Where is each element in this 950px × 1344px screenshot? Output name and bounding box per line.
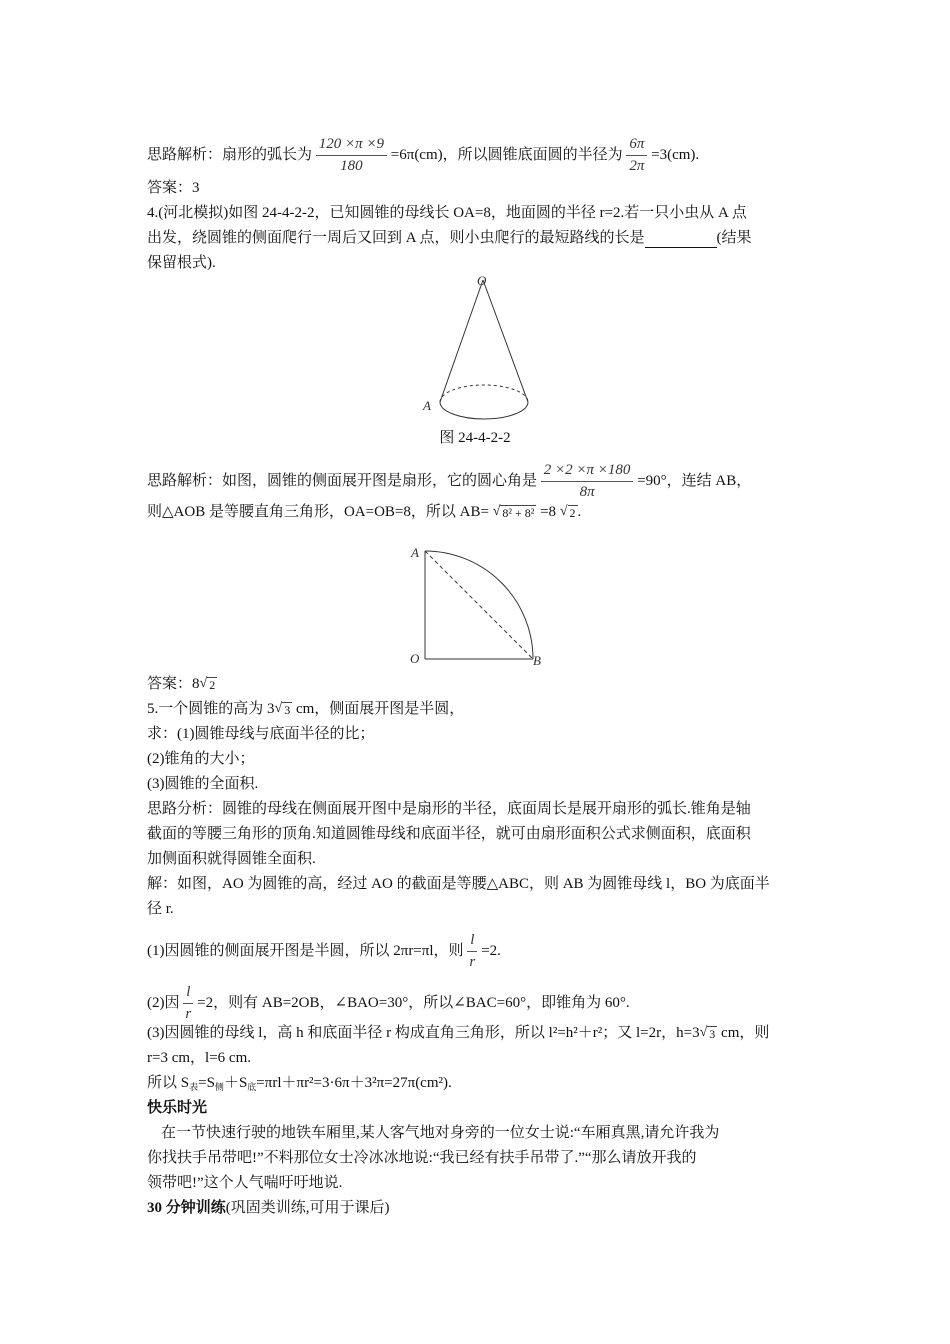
solution-line-3: 则△AOB 是等腰直角三角形，OA=OB=8，所以 AB= √ 8² + 8² =8 √ 2 . [147,504,582,521]
cone-left-edge [440,280,483,402]
problem-5-q1: 求：(1)圆锥母线与底面半径的比； [147,726,375,742]
fraction-l-over-r: $\frac{l}{r}$ [183,984,193,1023]
problem-4-line-1: 4.(河北模拟)如图 24-4-2-2，已知圆锥的母线长 OA=8，地面圆的半径 r=2.若一只小虫从 A 点 [147,205,747,221]
sqrt-expression: √ 8² + 8² [492,504,535,521]
sqrt-two: √ 2 [199,676,216,693]
sqrt-three: √ 3 [274,701,291,718]
joke-line-1: 在一节快速行驶的地铁车厢里,某人客气地对身旁的一位女士说:“车厢真黑,请允许我为 [161,1125,720,1141]
cone-base-front [440,402,528,419]
cone-base-back [440,385,528,402]
sqrt-three: √ 3 [699,1025,716,1042]
fraction-l-over-r: $\frac{l}{r}$ [467,932,477,971]
solution-line-2: 思路解析：如图，圆锥的侧面展开图是扇形，它的圆心角是 $\frac{2 \times 2 \times\pi \times 180}{8\pi}$ =90°，连结 AB， [147,462,752,500]
analysis-line-1: 思路分析：圆锥的母线在侧面展开图中是扇形的半径，底面周长是展开扇形的弧长.锥角是轴 [147,801,751,817]
solution-5-line-2: 径 r. [147,901,174,917]
fraction-arc-length: $\frac{120 \times\pi \times 9}{180}$ [316,136,387,175]
answer-blank [645,233,717,248]
joke-line-2: 你找扶手吊带吧!”不料那位女士冷冰冰地说:“我已经有扶手吊带了.”“那么请放开我的 [147,1150,697,1166]
problem-5-q2: (2)锥角的大小； [147,751,255,767]
analysis-line-2: 截面的等腰三角形的顶角.知道圆锥母线和底面半径，就可由扇形面积公式求侧面积，底面积 [147,826,751,842]
section-heading-30min: 30 分钟训练(巩固类训练,可用于课后) [147,1200,390,1216]
sector-figure [405,545,545,670]
cone-right-edge [483,280,528,402]
solution-line-1: 思路解析：扇形的弧长为 $\frac{120 \times\pi \times 9}{180}$ =6π(cm)，所以圆锥底面圆的半径为 $\frac{6\pi}{2\pi}$ =3(cm). [147,136,700,174]
cone-figure [420,270,530,420]
answer-line-3: 答案：3 [147,180,200,196]
label-O: O [410,651,420,666]
fraction-radius: $\frac{6\pi}{2\pi}$ [626,136,647,175]
analysis-line-3: 加侧面积就得圆锥全面积. [147,851,316,867]
sqrt-two: √ 2 [559,504,576,521]
joke-line-3: 领带吧!”这个人气喘吁吁地说. [147,1175,343,1191]
problem-5-q3: (3)圆锥的全面积. [147,776,259,792]
solution-5-part-2: (2)因 $\frac{l}{r}$ =2，则有 AB=2OB，∠BAO=30°，所以∠BAC=60°，即锥角为 60°. [147,984,630,1022]
fraction-central-angle: $\frac{2 \times 2 \times\pi \times 180}{8\pi}$ [541,462,634,501]
solution-5-part-3: (3)因圆锥的母线 l，高 h 和底面半径 r 构成直角三角形，所以 l²=h²＋r²；又 l=2r，h=3 √ 3 cm，则 [147,1025,770,1042]
label-A: A [423,398,431,413]
label-B: B [533,653,541,668]
problem-5-line-1: 5.一个圆锥的高为 3 √ 3 cm，侧面展开图是半圆， [147,701,465,718]
answer-line-4: 答案：8 √ 2 [147,676,216,693]
problem-4-line-2: 出发，绕圆锥的侧面爬行一周后又回到 A 点，则小虫爬行的最短路线的长是 (结果 [147,230,752,246]
solution-5-part-3-cont: r=3 cm，l=6 cm. [147,1050,251,1066]
label-A: A [411,545,419,560]
solution-5-line-1: 解：如图，AO 为圆锥的高，经过 AO 的截面是等腰△ABC，则 AB 为圆锥母线 l，BO 为底面半 [147,876,770,892]
label-O: O [477,273,487,288]
problem-4-line-3: 保留根式). [147,255,216,271]
section-heading-happy-time: 快乐时光 [147,1100,208,1116]
figure-caption: 图 24-4-2-2 [439,430,511,446]
solution-5-total-area: 所以 $S_表=S_侧+S_底=\pi rl+\pi r^2=3\cdot 6\pi+3^2\pi=27\pi(cm^2)$. [147,1075,452,1092]
chord-AB [425,551,533,659]
solution-5-part-1: (1)因圆锥的侧面展开图是半圆，所以 2πr=πl，则 $\frac{l}{r}$ =2. [147,932,501,970]
